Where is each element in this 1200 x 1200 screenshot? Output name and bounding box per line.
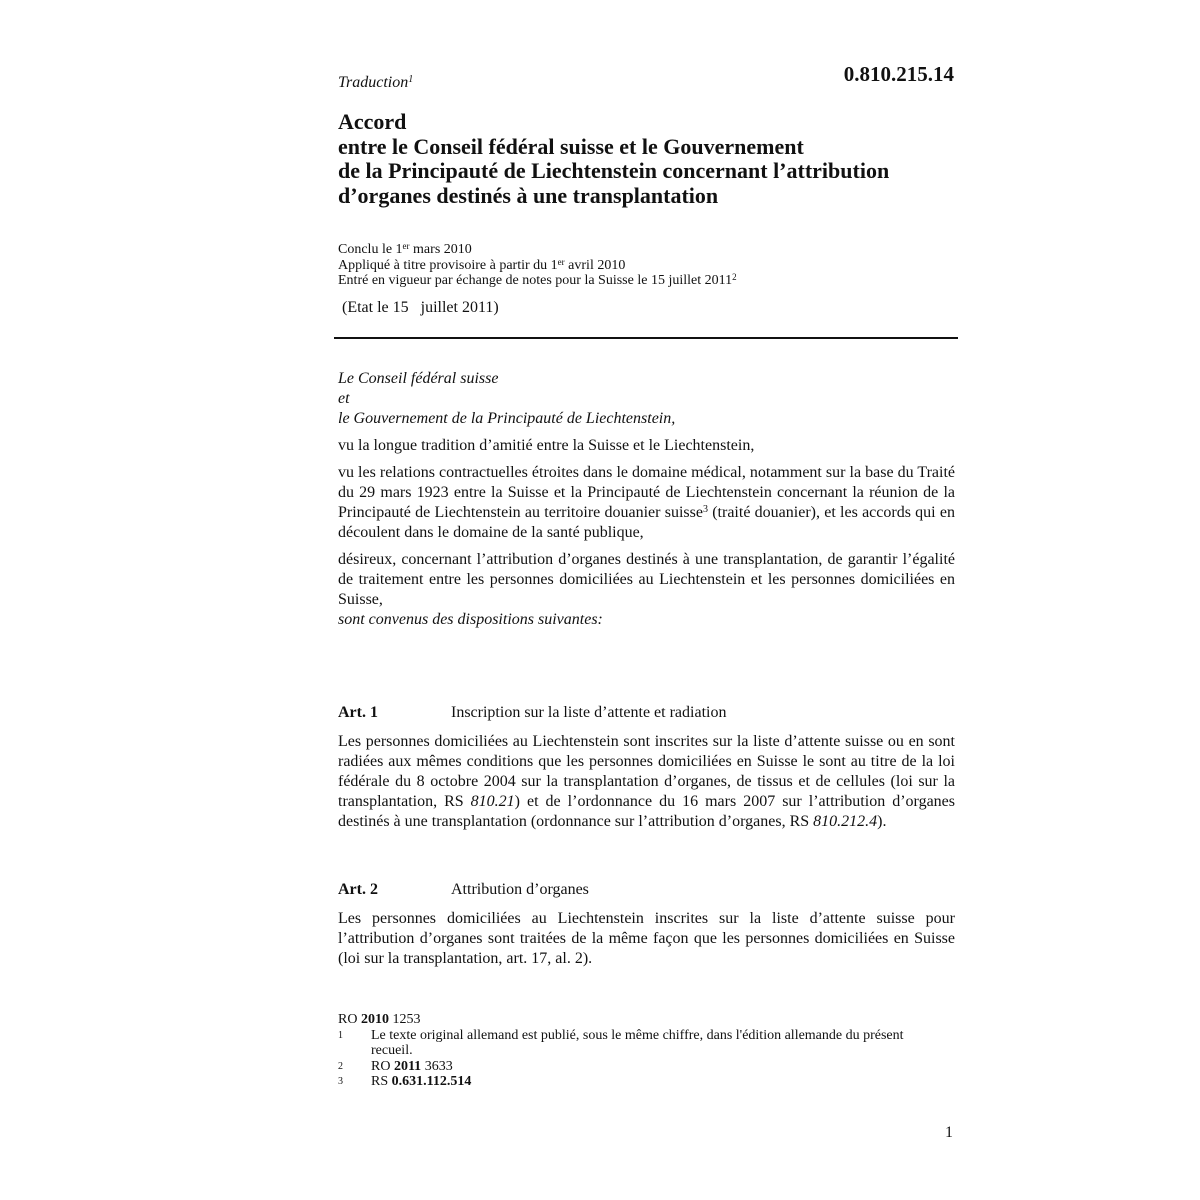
ref-prefix: RO [371, 1058, 394, 1074]
article-number: Art. 2 [338, 881, 378, 898]
sr-reference: 810.212.4 [813, 813, 878, 830]
article-text: Les personnes domiciliées au Liechtenstein sont inscrites sur la liste d’attente suisse ou en sont radiées aux mêmes conditions que les personnes domiciliées en Suisse le sont au titre de la loi fédérale du 8 octobre 2004 sur la transplantation d’organes, de tissus et de cellules (loi sur la transplantation, RS [338, 733, 955, 810]
provisional-date [338, 258, 958, 274]
page-number: 1 [945, 1124, 953, 1141]
footnote-item [338, 1059, 938, 1075]
ref-page: 1253 [388, 1012, 421, 1027]
ordinal-suffix: er [402, 241, 410, 251]
preamble-paragraph [338, 463, 955, 543]
title-line: de la Principauté de Liechtenstein concernant l’attribution [338, 158, 890, 183]
preamble [338, 369, 955, 630]
date-text: avril 2010 [564, 257, 626, 273]
footnote-text: Le texte original allemand est publié, sous le même chiffre, dans l'édition allemande du présent recueil. [371, 1027, 904, 1058]
date-text: Conclu le 1 [338, 242, 403, 257]
party-one: Le Conseil fédéral suisse [338, 370, 499, 387]
agreement-title [338, 110, 978, 208]
sr-reference: 810.21 [470, 793, 515, 810]
official-compilation-ref [338, 1012, 938, 1028]
footnote-mark: 2 [338, 1060, 343, 1072]
paragraph-text: (traité douanier), et les accords qui en découlent dans le domaine de la santé publique, [338, 504, 955, 541]
date-text: Entré en vigueur par échange de notes pour la Suisse le 15 juillet 2011 [338, 273, 733, 288]
article-title: Inscription sur la liste d’attente et radiation [451, 704, 727, 721]
title-line: entre le Conseil fédéral suisse et le Gouvernement [338, 133, 804, 159]
document-number: 0.810.215.14 [843, 62, 954, 86]
ref-year: 2011 [393, 1058, 422, 1074]
article-text: ) et de l’ordonnance du 16 mars 2007 sur l’attribution d’organes destinés à une transplantation (ordonnance sur l’attribution d’organes, RS [338, 793, 956, 830]
article-1-text [338, 732, 955, 832]
ref-year: 2010 [360, 1012, 389, 1027]
footnote-ref: 2 [732, 272, 737, 282]
preamble-paragraph: vu la longue tradition d’amitié entre la Suisse et le Liechtenstein, [338, 437, 755, 454]
footnote-mark: 3 [338, 1076, 343, 1087]
article-1-heading [338, 704, 726, 722]
footnote-item [338, 1074, 938, 1090]
status-date: (Etat le 15 juillet 2011) [342, 299, 499, 316]
footnote-ref: 3 [702, 504, 708, 515]
article-number: Art. 1 [338, 704, 378, 721]
ref-prefix: RS [371, 1074, 392, 1089]
conjunction: et [338, 390, 350, 407]
party-two: le Gouvernement de la Principauté de Liechtenstein, [338, 410, 676, 427]
article-text: ). [877, 813, 887, 830]
footnote-item [338, 1028, 938, 1059]
header-divider [334, 337, 958, 339]
ref-number: 0.631.112.514 [391, 1074, 472, 1089]
translation-text: Traduction [338, 74, 409, 91]
preamble-paragraph: désireux, concernant l’attribution d’organes destinés à une transplantation, de garantir l’égalité de traitement entre les personnes domiciliées au Liechtenstein et les personnes domiciliées en Suisse, [338, 551, 955, 608]
operative-clause: sont convenus des dispositions suivantes: [338, 611, 603, 628]
ordinal-suffix: er [557, 256, 565, 267]
footnote-text [371, 1059, 938, 1075]
paragraph-text: vu les relations contractuelles étroites dans le domaine médical, notamment sur la base du Traité du 29 mars 1923 entre la Suisse et la Principauté de Liechtenstein concernant la réunion de la Principauté de Liechtenstein au territoire douanier suisse [338, 464, 955, 521]
entry-into-force [338, 273, 958, 289]
ref-prefix: RO [338, 1012, 361, 1027]
footnote-ref: 1 [408, 74, 414, 85]
date-text: mars 2010 [409, 242, 472, 257]
article-title: Attribution d’organes [451, 881, 589, 898]
footnotes [338, 1012, 938, 1090]
title-line: d’organes destinés à une transplantation [338, 182, 719, 208]
footnote-text [371, 1074, 938, 1090]
concluded-date [338, 242, 958, 258]
article-2-text: Les personnes domiciliées au Liechtenstein inscrites sur la liste d’attente suisse pour l’attribution d’organes sont traitées de la même façon que les personnes domiciliées en Suisse (loi sur la transplantation, art. 17, al. 2). [338, 910, 955, 967]
footnote-mark: 1 [338, 1029, 343, 1041]
article-2-heading [338, 881, 589, 899]
ref-page: 3633 [421, 1058, 453, 1074]
dates-block [338, 242, 958, 289]
date-text: Appliqué à titre provisoire à partir du 1 [338, 257, 558, 273]
translation-label [338, 74, 413, 92]
title-line: Accord [338, 109, 407, 134]
